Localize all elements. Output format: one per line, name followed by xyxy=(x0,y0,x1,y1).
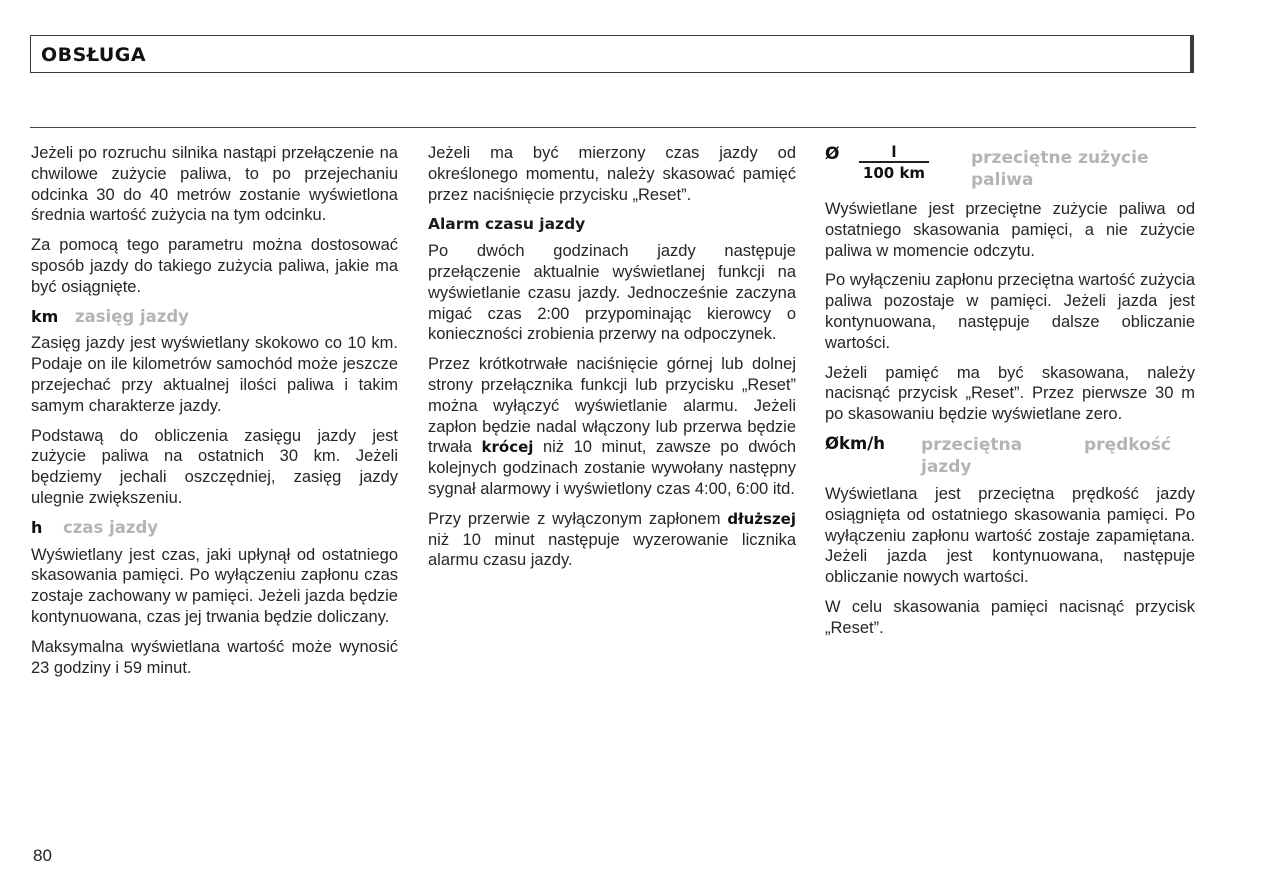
emphasis-shorter: krócej xyxy=(481,438,534,457)
paragraph: Maksymalna wyświetlana wartość może wynosić 23 godziny i 59 minut. xyxy=(31,637,398,677)
section-header xyxy=(30,35,1193,73)
fraction-numerator: l xyxy=(859,143,929,163)
unit-fraction xyxy=(859,143,971,183)
range-heading xyxy=(31,307,398,328)
fraction-denominator: 100 km xyxy=(862,164,926,182)
emphasis-longer: dłuższej xyxy=(727,509,796,528)
time-symbol: h xyxy=(31,517,43,537)
speed-symbol: Økm/h xyxy=(825,433,885,453)
paragraph: Po dwóch godzinach jazdy następuje przełączenie aktualnie wyświetlanej funkcji na wyświetlanie czasu jazdy. Jednocześnie zaczyna migać czas 2:00 przypominając kierowcy o konieczności zrobienia przerwy na odpoczynek. xyxy=(428,242,796,344)
text-span: Przy przerwie z wyłączonym zapłonem xyxy=(428,509,728,528)
paragraph: Jeżeli po rozruchu silnika nastąpi przełączenie na chwilowe zużycie paliwa, to po przejechaniu odcinka 30 do 40 metrów zostanie wyświetlona średnia wartość zużycia na tym odcinku. xyxy=(31,144,398,225)
paragraph: Podstawą do obliczenia zasięgu jazdy jest zużycie paliwa na ostatnich 30 km. Jeżeli będziemy jechali oszczędniej, zasięg jazdy ulegnie zwiększeniu. xyxy=(31,426,398,507)
paragraph xyxy=(428,509,796,571)
text-span: Przez krótkotrwałe naciśnięcie górnej lub dolnej strony przełącznika funkcji lub przycisku „Reset” można wyłączyć wyświetlanie alarmu. Jeżeli zapłon będzie nadal włączony lub przerwa będzie trwała xyxy=(428,355,796,457)
alarm-heading: Alarm czasu jazdy xyxy=(428,215,586,234)
column-middle xyxy=(428,143,796,580)
column-right xyxy=(825,143,1195,648)
time-title: czas jazdy xyxy=(63,517,159,537)
paragraph: Jeżeli ma być mierzony czas jazdy od określonego momentu, należy skasować pamięć przez naciśnięcie przycisku „Reset”. xyxy=(428,144,796,204)
paragraph: Jeżeli pamięć ma być skasowana, należy nacisnąć przycisk „Reset”. Przez pierwsze 30 m po skasowaniu będzie wyświetlane zero. xyxy=(825,363,1195,424)
time-heading xyxy=(31,518,398,539)
avg-consumption-heading xyxy=(825,143,1195,191)
text-span: niż 10 minut, zawsze po dwóch kolejnych godzinach zostanie wywołany następny sygnał alarmowy i wyświetlony czas 4:00, 6:00 itd. xyxy=(428,438,796,498)
paragraph: W celu skasowania pamięci nacisnąć przycisk „Reset”. xyxy=(825,597,1195,637)
divider xyxy=(30,127,1196,128)
avg-speed-heading xyxy=(825,434,1195,478)
average-symbol: Ø xyxy=(825,144,840,164)
paragraph: Wyświetlane jest przeciętne zużycie paliwa od ostatniego skasowania pamięci, a nie zużycie paliwa w momencie odczytu. xyxy=(825,200,1195,260)
range-title: zasięg jazdy xyxy=(75,306,189,326)
paragraph: Po wyłączeniu zapłonu przeciętna wartość zużycia paliwa pozostaje w pamięci. Jeżeli jazda jest kontynuowana, następuje dalsze obliczanie wartości. xyxy=(825,271,1195,352)
section-title: OBSŁUGA xyxy=(41,44,147,66)
page-number: 80 xyxy=(33,846,52,865)
avg-speed-title: przeciętna prędkość jazdy xyxy=(921,434,1171,477)
column-left xyxy=(31,143,398,687)
avg-consumption-title: przeciętne zużycie paliwa xyxy=(971,148,1149,190)
paragraph: Wyświetlany jest czas, jaki upłynął od ostatniego skasowania pamięci. Po wyłączeniu zapłonu czas zostaje zachowany w pamięci. Jeżeli jazda będzie kontynuowana, czas jej trwania będzie doliczany. xyxy=(31,545,398,626)
paragraph: Zasięg jazdy jest wyświetlany skokowo co 10 km. Podaje on ile kilometrów samochód może jeszcze przejechać przy aktualnej ilości paliwa i takim samym charakterze jazdy. xyxy=(31,334,398,415)
paragraph: Wyświetlana jest przeciętna prędkość jazdy osiągnięta od ostatniego skasowania pamięci. Po wyłączeniu zapłonu wartość zostaje zapamiętana. Jeżeli jazda jest kontynuowana, następuje obliczanie nowych wartości. xyxy=(825,484,1195,587)
text-span: niż 10 minut następuje wyzerowanie licznika alarmu czasu jazdy. xyxy=(428,530,796,570)
range-symbol: km xyxy=(31,306,59,326)
paragraph: Za pomocą tego parametru można dostosować sposób jazdy do takiego zużycia paliwa, jakie ma być osiągnięte. xyxy=(31,236,398,296)
paragraph xyxy=(428,354,796,500)
